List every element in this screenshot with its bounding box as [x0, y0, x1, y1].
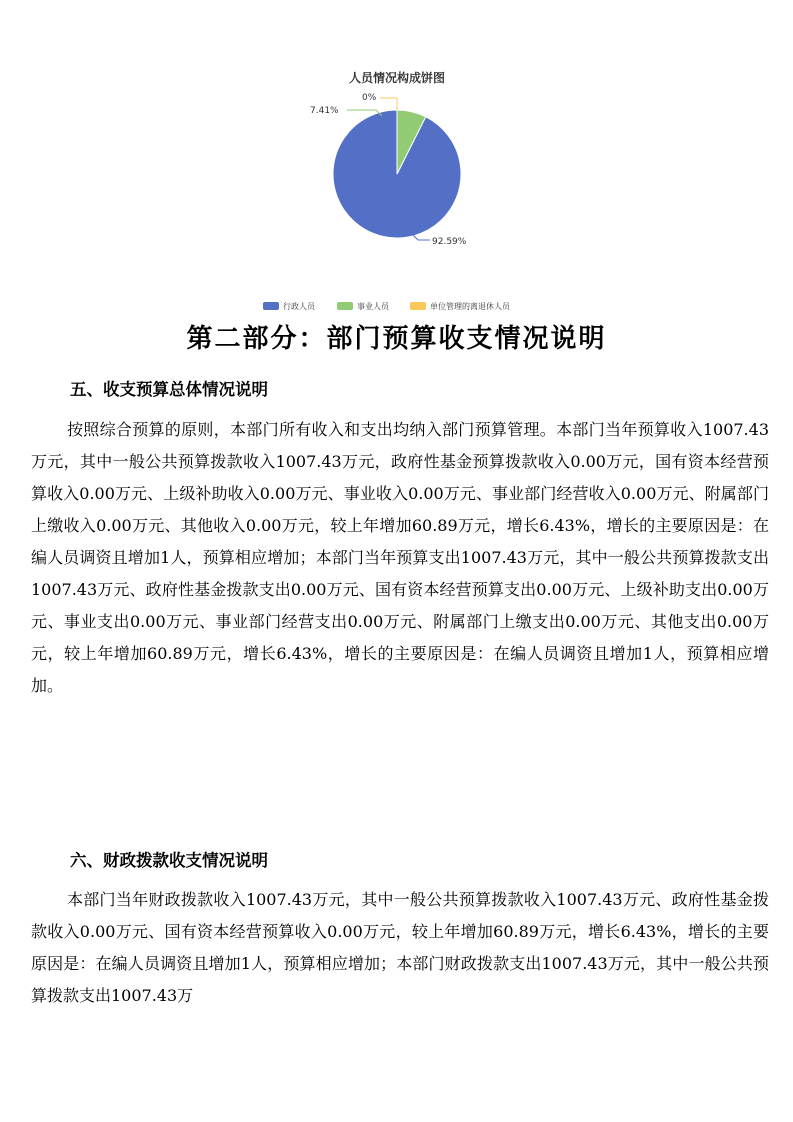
legend-swatch-1 [263, 302, 279, 310]
legend-label-1: 行政人员 [283, 302, 315, 311]
slice-label-3: 0% [362, 93, 377, 103]
legend [263, 301, 511, 311]
legend-swatch-2 [337, 302, 353, 310]
slice-label-1: 92.59% [432, 237, 467, 247]
legend-label-2: 事业人员 [357, 302, 389, 311]
chart-title: 人员情况构成饼图 [348, 71, 446, 85]
part-title: 第二部分：部门预算收支情况说明 [186, 324, 607, 354]
section-5-heading: 五、收支预算总体情况说明 [70, 380, 268, 399]
pie-slices [333, 110, 461, 238]
section-6-body [31, 884, 769, 1012]
section-5-body [31, 414, 769, 702]
section-5-paragraph: 按照综合预算的原则，本部门所有收入和支出均纳入部门预算管理。本部门当年预算收入1007.43万元，其中一般公共预算拨款收入1007.43万元，政府性基金预算拨款收入0.00万元，国有资本经营预算收入0.00万元、上级补助收入0.00万元、事业收入0.00万元、事业部门经营收入0.00万元、附属部门上缴收入0.00万元、其他收入0.00万元，较上年增加60.89万元，增长6.43%，增长的主要原因是：在编人员调资且增加1人，预算相应增加；本部门当年预算支出1007.43万元，其中一般公共预算拨款支出1007.43万元、政府性基金拨款支出0.00万元、国有资本经营预算支出0.00万元、上级补助支出0.00万元、事业支出0.00万元、事业部门经营支出0.00万元、附属部门上缴支出0.00万元、其他支出0.00万元，较上年增加60.89万元，增长6.43%，增长的主要原因是：在编人员调资且增加1人，预算相应增加。 [31, 420, 769, 695]
pie-chart [0, 0, 793, 320]
legend-swatch-3 [410, 302, 426, 310]
slice-label-2: 7.41% [310, 106, 339, 116]
legend-label-3: 单位管理的离退休人员 [430, 302, 510, 311]
section-6-heading: 六、财政拨款收支情况说明 [70, 851, 268, 870]
section-6-paragraph: 本部门当年财政拨款收入1007.43万元，其中一般公共预算拨款收入1007.43万元、政府性基金拨款收入0.00万元、国有资本经营预算收入0.00万元，较上年增加60.89万元，增长6.43%，增长的主要原因是：在编人员调资且增加1人，预算相应增加；本部门财政拨款支出1007.43万元，其中一般公共预算拨款支出1007.43万 [31, 890, 769, 1005]
leader-line-3 [380, 98, 397, 110]
